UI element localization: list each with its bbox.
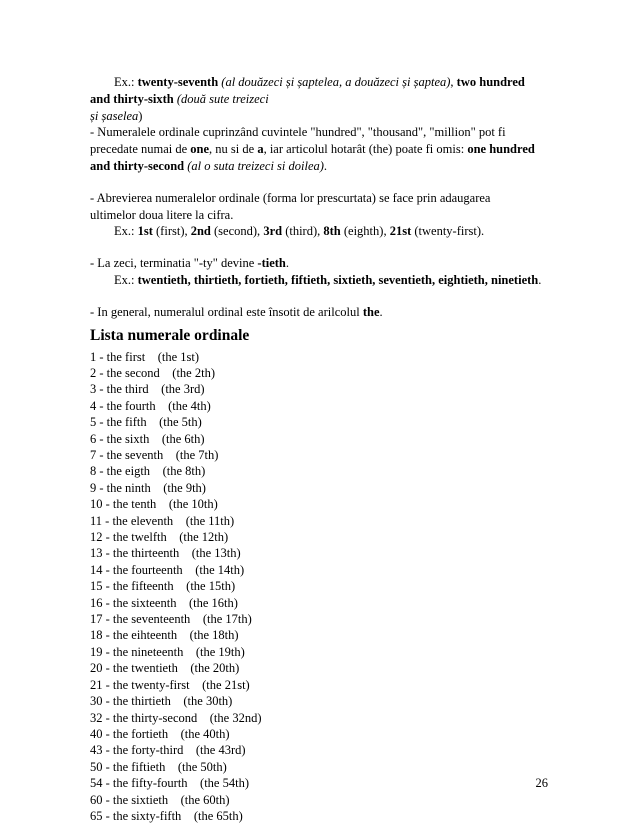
translation-italic: (două sute treizeci: [176, 91, 269, 106]
ordinal-word: 17 - the seventeenth: [90, 612, 191, 627]
rule-hundred-line-3: [90, 158, 560, 175]
text: - In general, numeralul ordinal este însotit de arilcolul: [90, 304, 363, 319]
abbrev-bold: 21st: [389, 224, 412, 239]
ordinal-abbrev: (the 17th): [202, 612, 252, 627]
document-body: [90, 74, 560, 824]
ordinal-abbrev: (the 32nd): [209, 710, 262, 725]
ordinal-word: 30 - the thirtieth: [90, 694, 171, 709]
term-bold: twentieth, thirtieth, fortieth, fiftieth, sixtieth, seventieth, eightieth, ninetieth: [137, 272, 539, 287]
abbrev-line-2: ultimelor doua litere la cifra.: [90, 207, 234, 222]
ordinal-abbrev: (the 43rd): [195, 743, 246, 758]
list-item: [90, 529, 560, 545]
ordinal-word: 3 - the third: [90, 382, 149, 397]
list-item: [90, 562, 560, 578]
list-item: [90, 513, 560, 529]
list-item: [90, 381, 560, 397]
term-bold: the: [362, 304, 380, 319]
ordinal-abbrev: (the 9th): [163, 480, 206, 495]
ordinal-abbrev: (the 13th): [191, 546, 241, 561]
list-item: [90, 644, 560, 660]
ordinal-abbrev: (the 7th): [175, 448, 219, 462]
ordinal-word: 11 - the eleventh: [90, 513, 174, 528]
text: .: [323, 158, 328, 173]
ordinal-word: 40 - the fortieth: [90, 726, 169, 741]
abbrev-bold: 2nd: [190, 224, 211, 239]
text: precedate numai de: [90, 142, 191, 157]
ordinal-abbrev: (the 5th): [159, 415, 202, 430]
ordinal-word: 21 - the twenty-first: [90, 677, 190, 692]
ordinal-abbrev: (the 19th): [195, 644, 245, 659]
text: , nu si de: [209, 142, 258, 157]
list-item: [90, 775, 560, 791]
separator: ,: [450, 75, 457, 89]
ordinal-word: 2 - the second: [90, 365, 160, 380]
term-bold: and thirty-sixth: [90, 91, 174, 106]
list-item: [90, 742, 560, 758]
example-line-1: [90, 74, 560, 91]
ordinal-word: 18 - the eihteenth: [90, 628, 178, 643]
list-item: [90, 480, 560, 496]
abbrev-bold: 1st: [137, 224, 153, 239]
list-item: [90, 431, 560, 447]
ordinal-abbrev: (the 15th): [186, 579, 236, 594]
term-bold: and thirty-second: [90, 158, 185, 173]
example-line-3: [90, 108, 560, 125]
tens-example: [90, 272, 560, 289]
ex-label: Ex.:: [114, 272, 138, 287]
ex-label: Ex.:: [114, 224, 138, 239]
text: (third),: [282, 224, 324, 239]
term-bold: one: [190, 142, 210, 157]
ordinal-abbrev: (the 54th): [200, 776, 249, 791]
text: - La zeci, terminatia "-ty" devine: [90, 256, 258, 271]
ordinal-abbrev: (the 21st): [202, 677, 250, 692]
ordinal-abbrev: (the 16th): [188, 595, 238, 610]
list-item: [90, 447, 560, 463]
list-item: [90, 759, 560, 775]
ordinal-word: 4 - the fourth: [90, 398, 156, 413]
list-item: [90, 627, 560, 643]
term-bold: a: [257, 142, 264, 157]
ordinal-abbrev: (the 30th): [183, 694, 233, 709]
abbrev-example: [90, 223, 560, 240]
list-heading: Lista numerale ordinale: [90, 326, 250, 344]
ordinal-abbrev: (the 6th): [161, 431, 205, 446]
ordinal-word: 7 - the seventh: [90, 448, 164, 462]
term-bold: -tieth: [257, 256, 286, 271]
list-item: [90, 349, 560, 365]
list-item: [90, 414, 560, 430]
rule-hundred-line-1: - Numeralele ordinale cuprinzând cuvintele "hundred", "thousand", "million" pot fi: [90, 125, 506, 140]
term-bold: one hundred: [467, 142, 535, 157]
ordinal-word: 14 - the fourteenth: [90, 562, 183, 577]
list-item: [90, 693, 560, 709]
list-item: [90, 792, 560, 808]
ordinal-word: 60 - the sixtieth: [90, 792, 169, 807]
page-number: 26: [535, 776, 548, 790]
list-item: [90, 496, 560, 512]
list-item: [90, 398, 560, 414]
ordinal-abbrev: (the 40th): [180, 726, 230, 741]
list-item: [90, 808, 560, 824]
ordinal-word: 19 - the nineteenth: [90, 644, 184, 659]
close-paren: ): [138, 108, 143, 123]
ordinal-word: 54 - the fifty-fourth: [90, 776, 188, 791]
text: , iar articolul hotarât (the) poate fi omis:: [263, 142, 468, 157]
ordinal-abbrev: (the 4th): [168, 398, 211, 413]
list-item: [90, 726, 560, 742]
ordinal-abbrev: (the 1st): [157, 349, 200, 364]
list-item: [90, 595, 560, 611]
ordinal-abbrev: (the 8th): [162, 464, 206, 479]
ordinal-word: 32 - the thirty-second: [90, 710, 198, 725]
translation-italic: și șaselea: [90, 108, 139, 123]
list-item: [90, 677, 560, 693]
ordinal-word: 16 - the sixteenth: [90, 595, 177, 610]
ordinal-word: 1 - the first: [90, 349, 146, 364]
text: (eighth),: [340, 224, 390, 239]
ordinal-abbrev: (the 14th): [195, 562, 245, 577]
ordinal-abbrev: (the 12th): [179, 530, 229, 545]
ordinal-word: 50 - the fiftieth: [90, 759, 166, 774]
ordinal-word: 5 - the fifth: [90, 415, 147, 430]
text: (twenty-first).: [411, 224, 485, 239]
text: .: [285, 256, 290, 271]
ordinal-word: 8 - the eigth: [90, 464, 151, 479]
list-item: [90, 578, 560, 594]
ordinal-word: 20 - the twentieth: [90, 661, 178, 676]
ordinal-abbrev: (the 3rd): [161, 382, 205, 397]
translation-italic: (al douăzeci și șaptelea, a douăzeci și șaptea): [221, 75, 451, 89]
ordinal-abbrev: (the 10th): [168, 497, 218, 512]
abbrev-line-1: - Abrevierea numeralelor ordinale (forma lor prescurtata) se face prin adaugarea: [90, 190, 491, 205]
example-line-2: [90, 91, 560, 108]
ordinal-word: 15 - the fifteenth: [90, 579, 174, 594]
ordinal-abbrev: (the 2th): [172, 365, 215, 380]
list-item: [90, 710, 560, 726]
translation-italic: (al o suta treizeci si doilea): [184, 158, 324, 173]
list-item: [90, 660, 560, 676]
rule-hundred-line-2: [90, 141, 560, 158]
ordinal-abbrev: (the 20th): [190, 661, 240, 676]
tens-line-1: [90, 255, 560, 272]
ordinal-list: [90, 349, 560, 825]
ordinal-word: 9 - the ninth: [90, 480, 151, 495]
ex-label: Ex.:: [114, 75, 138, 89]
list-item: [90, 365, 560, 381]
ordinal-word: 13 - the thirteenth: [90, 546, 180, 561]
text: (second),: [210, 224, 264, 239]
list-item: [90, 611, 560, 627]
term-bold: twenty-seventh: [137, 75, 219, 89]
abbrev-bold: 3rd: [263, 224, 283, 239]
text: (first),: [152, 224, 191, 239]
ordinal-word: 65 - the sixty-fifth: [90, 808, 182, 823]
ordinal-word: 12 - the twelfth: [90, 530, 167, 545]
list-item: [90, 545, 560, 561]
term-bold: two hundred: [456, 75, 525, 89]
ordinal-abbrev: (the 60th): [180, 792, 230, 807]
ordinal-abbrev: (the 65th): [193, 808, 243, 823]
ordinal-abbrev: (the 11th): [185, 513, 235, 528]
abbrev-bold: 8th: [323, 224, 341, 239]
ordinal-abbrev: (the 18th): [189, 628, 239, 643]
text: .: [538, 272, 542, 287]
ordinal-abbrev: (the 50th): [177, 759, 227, 774]
list-item: [90, 463, 560, 479]
ordinal-word: 10 - the tenth: [90, 497, 157, 512]
ordinal-word: 6 - the sixth: [90, 431, 150, 446]
text: .: [379, 304, 383, 319]
general-line: [90, 304, 560, 321]
ordinal-word: 43 - the forty-third: [90, 743, 184, 758]
